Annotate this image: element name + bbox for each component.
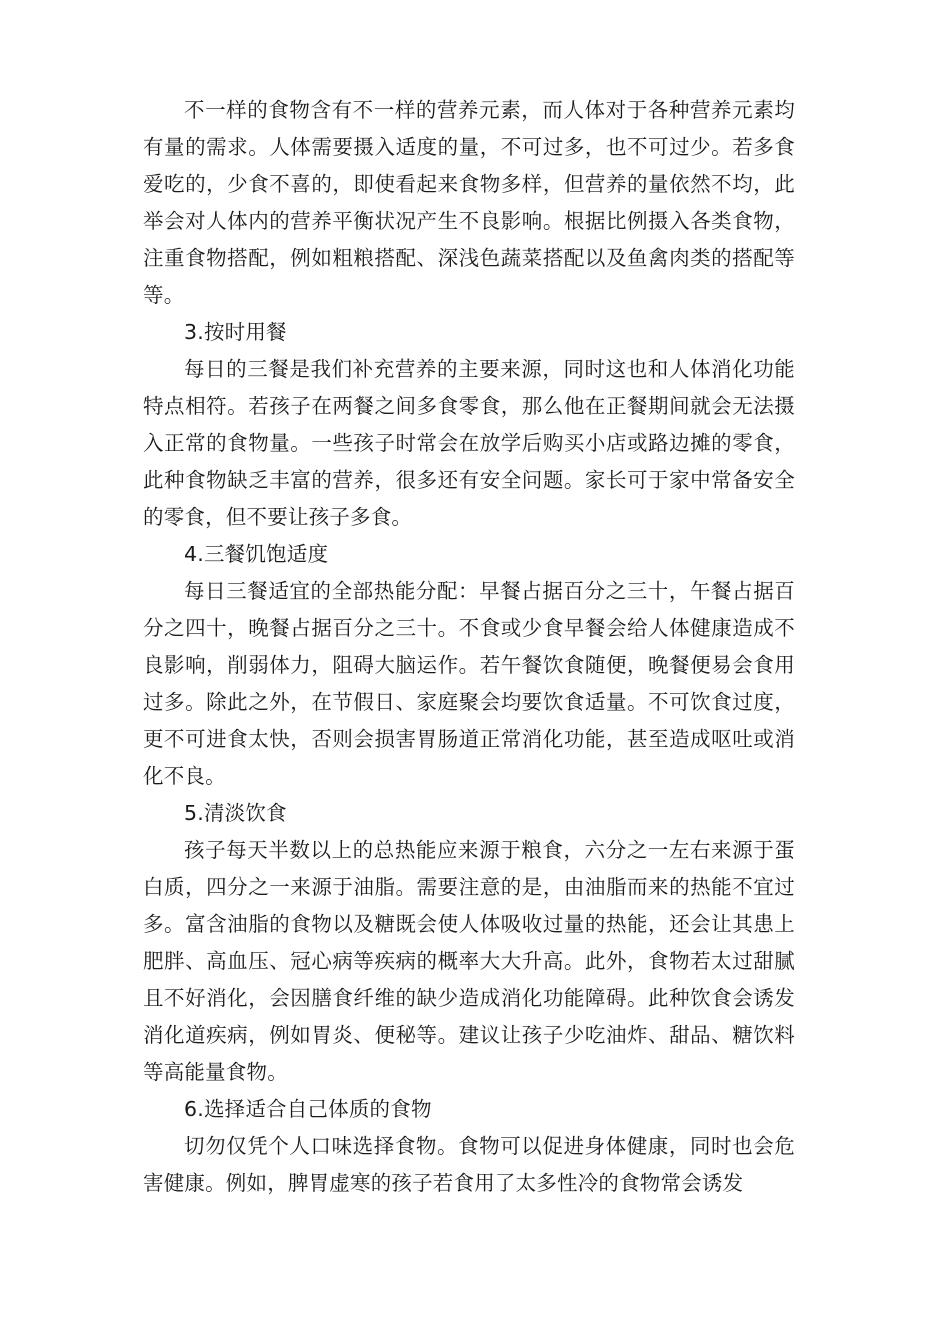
paragraph-regular-meals: 每日的三餐是我们补充营养的主要来源，同时这也和人体消化功能特点相符。若孩子在两餐之间多食零食，那么他在正餐期间就会无法摄入正常的食物量。一些孩子时常会在放学后购买小店或路边摊的零食，此种食物缺乏丰富的营养，很多还有安全问题。家长可于家中常备安全的零食，但不要让孩子多食。: [143, 357, 795, 529]
document-body: [143, 92, 795, 1202]
section-heading-3: 3.按时用餐: [184, 320, 287, 344]
section-heading-4: 4.三餐饥饱适度: [184, 542, 329, 566]
paragraph-light-diet: 孩子每天半数以上的总热能应来源于粮食，六分之一左右来源于蛋白质，四分之一来源于油脂。需要注意的是，由油脂而来的热能不宜过多。富含油脂的食物以及糖既会使人体吸收过量的热能，还会让其患上肥胖、高血压、冠心病等疾病的概率大大升高。此外，食物若太过甜腻且不好消化，会因膳食纤维的缺少造成消化功能障碍。此种饮食会诱发消化道疾病，例如胃炎、便秘等。建议让孩子少吃油炸、甜品、糖饮料等高能量食物。: [143, 838, 795, 1084]
paragraph-constitution-food: 切勿仅凭个人口味选择食物。食物可以促进身体健康，同时也会危害健康。例如，脾胃虚寒的孩子若食用了太多性冷的食物常会诱发: [143, 1134, 795, 1195]
paragraph-meal-portions: 每日三餐适宜的全部热能分配：早餐占据百分之三十，午餐占据百分之四十，晚餐占据百分之三十。不食或少食早餐会给人体健康造成不良影响，削弱体力，阻碍大脑运作。若午餐饮食随便，晚餐便易会食用过多。除此之外，在节假日、家庭聚会均要饮食适量。不可饮食过度，更不可进食太快，否则会损害胃肠道正常消化功能，甚至造成呕吐或消化不良。: [143, 579, 795, 788]
section-heading-6: 6.选择适合自己体质的食物: [184, 1097, 432, 1121]
section-heading-5: 5.清淡饮食: [184, 801, 287, 825]
paragraph-food-variety: 不一样的食物含有不一样的营养元素，而人体对于各种营养元素均有量的需求。人体需要摄入适度的量，不可过多，也不可过少。若多食爱吃的，少食不喜的，即使看起来食物多样，但营养的量依然不均，此举会对人体内的营养平衡状况产生不良影响。根据比例摄入各类食物，注重食物搭配，例如粗粮搭配、深浅色蔬菜搭配以及鱼禽肉类的搭配等等。: [143, 98, 795, 307]
